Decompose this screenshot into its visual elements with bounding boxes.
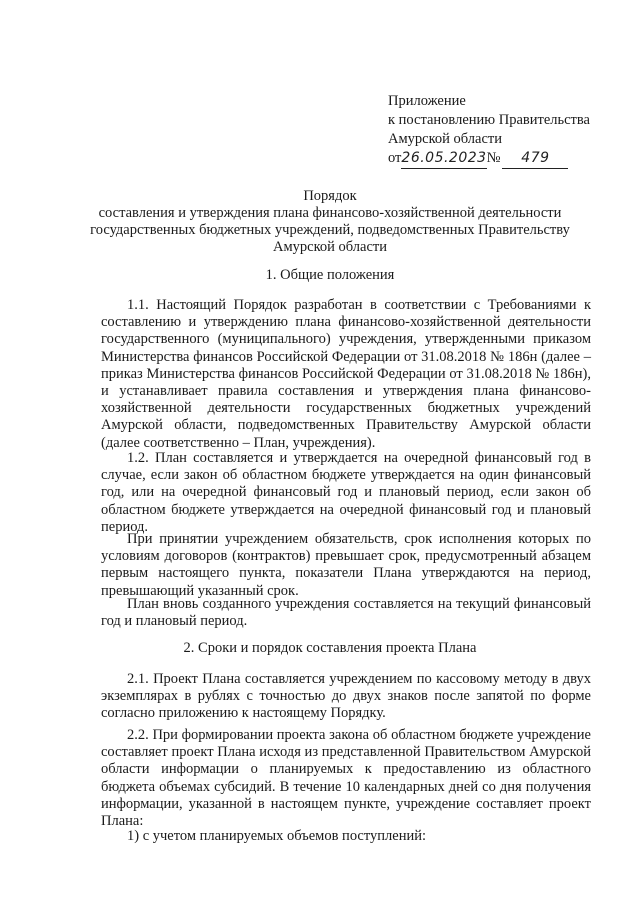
paragraph-1-2-a: При принятии учреждением обязательств, срок исполнения которых по условиям договоров (контрактов) превышает срок, предусмотренный абзацем первым настоящего пункта, показатели Плана утверждаются на период, превышающий указанный срок. — [101, 531, 591, 599]
title-line-1: Порядок — [303, 188, 357, 204]
section-2-heading: 2. Сроки и порядок составления проекта Плана — [183, 640, 477, 656]
paragraph-2-2: 2.2. При формировании проекта закона об областном бюджете учреждение составляет проект Плана исходя из представленной Правительством Амурской области информации о планируемых к предоставлению из областного бюджета объемах субсидий. В течение 10 календарных дней со дня получения информации, указанной в настоящем пункте, учреждение составляет проект Плана: — [101, 727, 591, 830]
document-title — [80, 188, 580, 256]
section-1-heading: 1. Общие положения — [265, 267, 395, 283]
decree-date: 26.05.2023 — [401, 149, 486, 169]
appendix-region: Амурской области — [388, 131, 502, 147]
appendix-title: Приложение — [388, 93, 466, 109]
decree-number: 479 — [502, 149, 568, 169]
paragraph-1-2-b: План вновь созданного учреждения составляется на текущий финансовый год и плановый период. — [101, 596, 591, 630]
number-sign: № — [486, 150, 501, 166]
appendix-date-line — [388, 149, 628, 169]
date-prefix: от — [388, 150, 402, 166]
title-line-3: государственных бюджетных учреждений, подведомственных Правительству — [90, 222, 570, 238]
paragraph-1-2: 1.2. План составляется и утверждается на очередной финансовый год в случае, если закон об областном бюджете утверждается на один финансовый год, или на очередной финансовый год и плановый период, если закон об областном бюджете утверждается на очередной финансовый год и плановый период. — [101, 450, 591, 535]
paragraph-2-1: 2.1. Проект Плана составляется учреждением по кассовому методу в двух экземплярах в рублях с точностью до двух знаков после запятой по форме согласно приложению к настоящему Порядку. — [101, 671, 591, 722]
appendix-decree-ref: к постановлению Правительства — [388, 112, 590, 128]
paragraph-2-2-item-1: 1) с учетом планируемых объемов поступлений: — [127, 828, 426, 844]
paragraph-1-1: 1.1. Настоящий Порядок разработан в соответствии с Требованиями к составлению и утверждению плана финансово-хозяйственной деятельности государственного (муниципального) учреждения, утвержденными приказом Министерства финансов Российской Федерации от 31.08.2018 № 186н (далее – приказ Министерства финансов Российской Федерации от 31.08.2018 № 186н), и устанавливает правила составления и утверждения плана финансово-хозяйственной деятельности государственных бюджетных учреждений Амурской области, подведомственных Правительству Амурской области (далее соответственно – План, учреждения). — [101, 297, 591, 451]
title-line-4: Амурской области — [273, 239, 387, 255]
appendix-block — [388, 92, 628, 169]
title-line-2: составления и утверждения плана финансово-хозяйственной деятельности — [98, 205, 562, 221]
